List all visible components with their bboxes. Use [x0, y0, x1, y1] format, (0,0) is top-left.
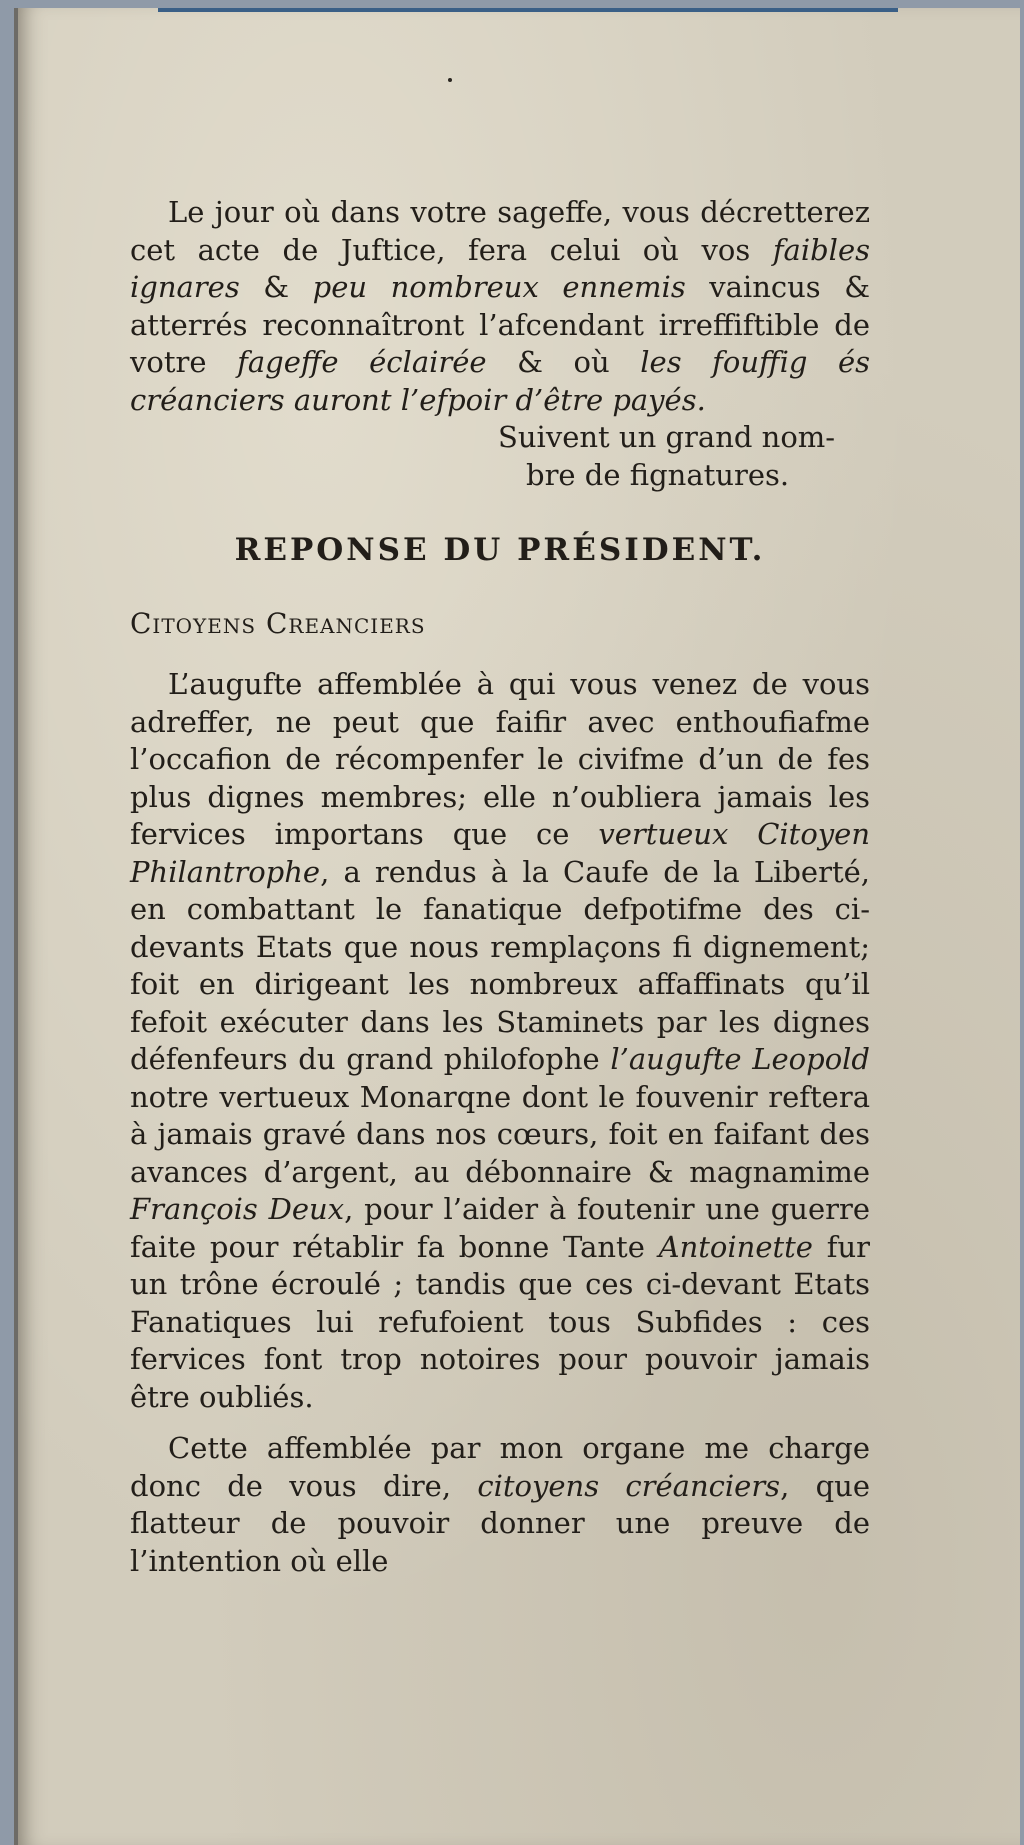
salutation: Citoyens Creanciers: [130, 607, 426, 640]
reply-paragraph-2: [130, 1430, 870, 1580]
reply-italic: vertueux Citoyen Philantrophe: [130, 817, 871, 889]
petition-text: vaincus & atterrés reconnaîtront l’afcendant irreffiftible de votre: [130, 270, 871, 379]
reply-text: , a rendus à la Caufe de la Liberté, en combattant le fanatique defpotifme des ci-devants Etats que nous remplaçons fi dignement; foit en dirigeant les nombreux affaffinats qu’il fefoit exécuter dans les Staminets par les dignes défenfeurs du grand philofophe: [130, 854, 870, 1076]
petition-italic: faibles ignares: [130, 232, 870, 304]
page-top-edge: [158, 8, 898, 12]
signatures-note: [130, 419, 870, 494]
reply-paragraph: [130, 666, 870, 1416]
petition-text: &: [263, 270, 290, 304]
petition-text: Le jour où dans votre sageffe, vous décretterez cet acte de Juftice, fera celui où vos: [130, 195, 870, 267]
petition-italic: les fouffig és créanciers auront l’efpoir d’être payés.: [130, 345, 871, 417]
petition-italic: peu nombreux ennemis: [312, 270, 686, 304]
petition-text: & où: [517, 345, 610, 379]
reply-italic: François Deux: [130, 1192, 345, 1226]
section-heading: REPONSE DU PRÉSIDENT.: [234, 532, 766, 568]
reply-text: L’augufte affemblée à qui vous venez de vous adreffer, ne peut que faifir avec enthoufiafme l’occafion de récompenfer le civifme d’un de fes plus dignes membres; elle n’oubliera jamais les fervices importans que ce: [130, 667, 870, 851]
ink-speck: [448, 78, 452, 82]
reply-text: notre vertueux Monarqne dont le fouvenir reftera à jamais gravé dans nos cœurs, foit en faifant des avances d’argent, au débonnaire & magnamime: [130, 1079, 870, 1189]
reply-italic: l’augufte Leopold: [610, 1042, 871, 1076]
signatures-line: bre de fignatures.: [526, 457, 790, 492]
reply-text: Cette affemblée par mon organe me charge donc de vous dire,: [130, 1431, 870, 1503]
petition-paragraph: [130, 194, 870, 419]
reply-text: , pour l’aider à foutenir une guerre faite pour rétablir fa bonne Tante: [130, 1192, 870, 1264]
reply-italic: Antoinette: [658, 1229, 813, 1264]
reply-text: , que flatteur de pouvoir donner une preuve de l’intention où elle: [130, 1468, 871, 1578]
reply-italic: citoyens créanciers: [477, 1468, 781, 1503]
document-text: [130, 194, 870, 1580]
document-page: [14, 8, 1020, 1845]
reply-text: fur un trône écroulé ; tandis que ces ci-devant Etats Fanatiques lui refufoient tous Subfides : ces fervices font trop notoires pour pouvoir jamais être oubliés.: [130, 1229, 871, 1414]
signatures-line: Suivent un grand nom-: [498, 420, 836, 454]
petition-italic: fageffe éclairée: [237, 345, 487, 379]
